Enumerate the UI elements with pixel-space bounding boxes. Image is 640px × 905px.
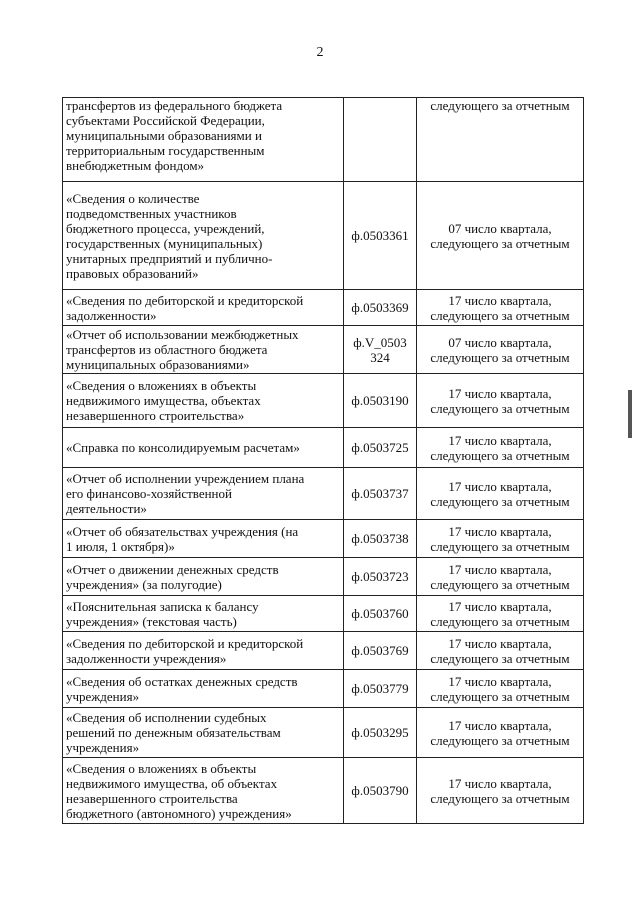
deadline-line: следующего за отчетным <box>430 688 570 704</box>
report-name-line: «Отчет о движении денежных средств <box>66 561 279 577</box>
report-name-cell <box>63 558 344 596</box>
report-name-line: «Сведения по дебиторской и кредиторской <box>66 635 304 651</box>
table-row <box>63 520 584 558</box>
report-name-cell <box>63 596 344 632</box>
deadline-line: следующего за отчетным <box>430 576 570 592</box>
report-name-line: бюджетного (автономного) учреждения» <box>66 805 292 821</box>
form-code-line: ф.0503190 <box>351 393 409 408</box>
form-code-cell <box>344 670 417 708</box>
deadline-line: следующего за отчетным <box>430 790 570 806</box>
scan-edge-mark <box>628 390 632 438</box>
form-code-cell <box>344 98 417 182</box>
form-code-line: ф.0503725 <box>351 440 409 455</box>
form-code-cell <box>344 758 417 824</box>
deadline-cell <box>417 632 584 670</box>
report-name-cell <box>63 670 344 708</box>
deadline-line: 17 число квартала, <box>448 478 552 494</box>
report-name-line: «Сведения о вложениях в объекты <box>66 760 257 776</box>
report-name-line: учреждения» (текстовая часть) <box>66 613 237 629</box>
deadline-line: 17 число квартала, <box>448 523 552 539</box>
report-name-line: учреждения» <box>66 740 140 755</box>
report-name-line: учреждения» (за полугодие) <box>66 576 222 592</box>
deadline-cell <box>417 520 584 558</box>
table-row <box>63 468 584 520</box>
table-row <box>63 558 584 596</box>
form-code-cell <box>344 632 417 670</box>
report-name-line: «Справка по консолидируемым расчетам» <box>66 440 300 455</box>
report-name-cell <box>63 374 344 428</box>
deadline-line: 17 число квартала, <box>448 598 552 614</box>
form-code-cell <box>344 182 417 290</box>
report-name-line: субъектами Российской Федерации, <box>66 113 265 128</box>
report-name-cell <box>63 98 344 182</box>
form-code-cell <box>344 558 417 596</box>
table-row <box>63 596 584 632</box>
form-code-line: ф.0503361 <box>351 228 409 243</box>
report-name-line: государственных (муниципальных) <box>66 235 263 251</box>
report-name-cell <box>63 708 344 758</box>
deadline-line: следующего за отчетным <box>430 613 570 629</box>
report-name-cell <box>63 632 344 670</box>
deadline-cell <box>417 558 584 596</box>
report-name-line: незавершенного строительства» <box>66 408 245 423</box>
report-name-line: учреждения» <box>66 688 140 704</box>
deadline-line: следующего за отчетным <box>430 400 570 416</box>
page-number: 2 <box>316 45 324 60</box>
report-name-cell <box>63 468 344 520</box>
table-row <box>63 708 584 758</box>
report-name-cell <box>63 326 344 374</box>
table-row <box>63 670 584 708</box>
report-name-line: «Сведения об остатках денежных средств <box>66 673 298 689</box>
form-code-line: ф.0503769 <box>351 643 409 658</box>
report-name-cell <box>63 428 344 468</box>
report-name-cell <box>63 758 344 824</box>
report-name-line: муниципальных образованиями» <box>66 357 250 372</box>
report-name-line: трансфертов из федерального бюджета <box>66 98 283 113</box>
deadline-cell <box>417 468 584 520</box>
report-name-line: «Отчет об обязательствах учреждения (на <box>66 523 299 539</box>
report-name-line: унитарных предприятий и публично- <box>66 250 273 266</box>
deadline-line: 17 число квартала, <box>448 673 552 689</box>
form-code-line: ф.0503738 <box>351 531 409 546</box>
deadline-line: 17 число квартала, <box>448 432 552 448</box>
form-code-line: ф.0503737 <box>351 486 409 501</box>
form-code-cell <box>344 596 417 632</box>
report-name-line: «Отчет об исполнении учреждением плана <box>66 471 305 486</box>
form-code-line: 324 <box>370 349 390 365</box>
report-name-line: территориальным государственным <box>66 143 265 158</box>
table-row <box>63 428 584 468</box>
deadline-line: следующего за отчетным <box>430 493 570 509</box>
deadline-cell <box>417 708 584 758</box>
deadline-line: следующего за отчетным <box>430 538 570 554</box>
deadline-line: следующего за отчетным <box>430 447 570 463</box>
table-row <box>63 290 584 326</box>
report-name-line: подведомственных участников <box>66 205 237 221</box>
table-row <box>63 632 584 670</box>
deadline-cell <box>417 326 584 374</box>
report-name-line: задолженности учреждения» <box>66 650 227 666</box>
deadline-line: следующего за отчетным <box>430 235 570 251</box>
form-code-cell <box>344 428 417 468</box>
report-name-cell <box>63 520 344 558</box>
table-row <box>63 98 584 182</box>
deadline-line: 17 число квартала, <box>448 775 552 791</box>
deadline-line: следующего за отчетным <box>430 732 570 748</box>
form-code-line: ф.0503295 <box>351 725 409 740</box>
report-name-line: внебюджетным фондом» <box>66 158 205 173</box>
report-name-line: задолженности» <box>66 307 157 323</box>
report-name-line: «Сведения о количестве <box>66 190 200 206</box>
table-row <box>63 182 584 290</box>
deadline-line: 17 число квартала, <box>448 717 552 733</box>
deadline-cell <box>417 374 584 428</box>
deadline-line: 07 число квартала, <box>448 334 552 350</box>
form-code-line: ф.V_0503 <box>353 334 407 350</box>
table-row <box>63 374 584 428</box>
report-name-line: «Пояснительная записка к балансу <box>66 598 259 614</box>
form-code-line: ф.0503760 <box>351 606 409 621</box>
table-row <box>63 326 584 374</box>
deadline-line: 17 число квартала, <box>448 635 552 651</box>
report-name-line: недвижимого имущества, объектах <box>66 393 261 408</box>
deadline-cell <box>417 596 584 632</box>
deadline-cell <box>417 758 584 824</box>
report-name-line: деятельности» <box>66 501 147 516</box>
report-name-line: 1 июля, 1 октября)» <box>66 538 175 554</box>
deadline-line: 17 число квартала, <box>448 292 552 308</box>
form-code-cell <box>344 468 417 520</box>
form-code-cell <box>344 708 417 758</box>
form-code-cell <box>344 326 417 374</box>
deadline-line: 17 число квартала, <box>448 385 552 401</box>
form-code-line: ф.0503369 <box>351 300 409 315</box>
deadline-cell <box>417 428 584 468</box>
deadline-line: следующего за отчетным <box>430 650 570 666</box>
report-name-line: правовых образований» <box>66 265 199 281</box>
form-code-line: ф.0503723 <box>351 569 409 584</box>
report-name-line: решений по денежным обязательствам <box>66 725 281 740</box>
report-name-line: «Сведения о вложениях в объекты <box>66 378 257 393</box>
deadline-line: 17 число квартала, <box>448 561 552 577</box>
deadline-cell <box>417 182 584 290</box>
deadline-line: следующего за отчетным <box>430 307 570 323</box>
deadline-cell <box>417 290 584 326</box>
deadline-line: следующего за отчетным <box>430 98 570 113</box>
table-row <box>63 758 584 824</box>
reporting-forms-table <box>62 97 584 824</box>
report-name-line: «Отчет об использовании межбюджетных <box>66 327 299 342</box>
deadline-line: 07 число квартала, <box>448 220 552 236</box>
deadline-cell <box>417 670 584 708</box>
deadline-line: следующего за отчетным <box>430 349 570 365</box>
report-name-line: «Сведения об исполнении судебных <box>66 710 267 725</box>
deadline-cell <box>417 98 584 182</box>
report-name-cell <box>63 290 344 326</box>
report-name-cell <box>63 182 344 290</box>
report-name-line: трансфертов из областного бюджета <box>66 342 268 357</box>
form-code-line: ф.0503790 <box>351 783 409 798</box>
report-name-line: его финансово-хозяйственной <box>66 486 232 501</box>
form-code-line: ф.0503779 <box>351 681 409 696</box>
report-name-line: «Сведения по дебиторской и кредиторской <box>66 292 304 308</box>
form-code-cell <box>344 520 417 558</box>
form-code-cell <box>344 374 417 428</box>
report-name-line: бюджетного процесса, учреждений, <box>66 220 265 236</box>
report-name-line: муниципальными образованиями и <box>66 128 262 143</box>
report-name-line: незавершенного строительства <box>66 790 238 806</box>
form-code-cell <box>344 290 417 326</box>
report-name-line: недвижимого имущества, об объектах <box>66 775 278 791</box>
